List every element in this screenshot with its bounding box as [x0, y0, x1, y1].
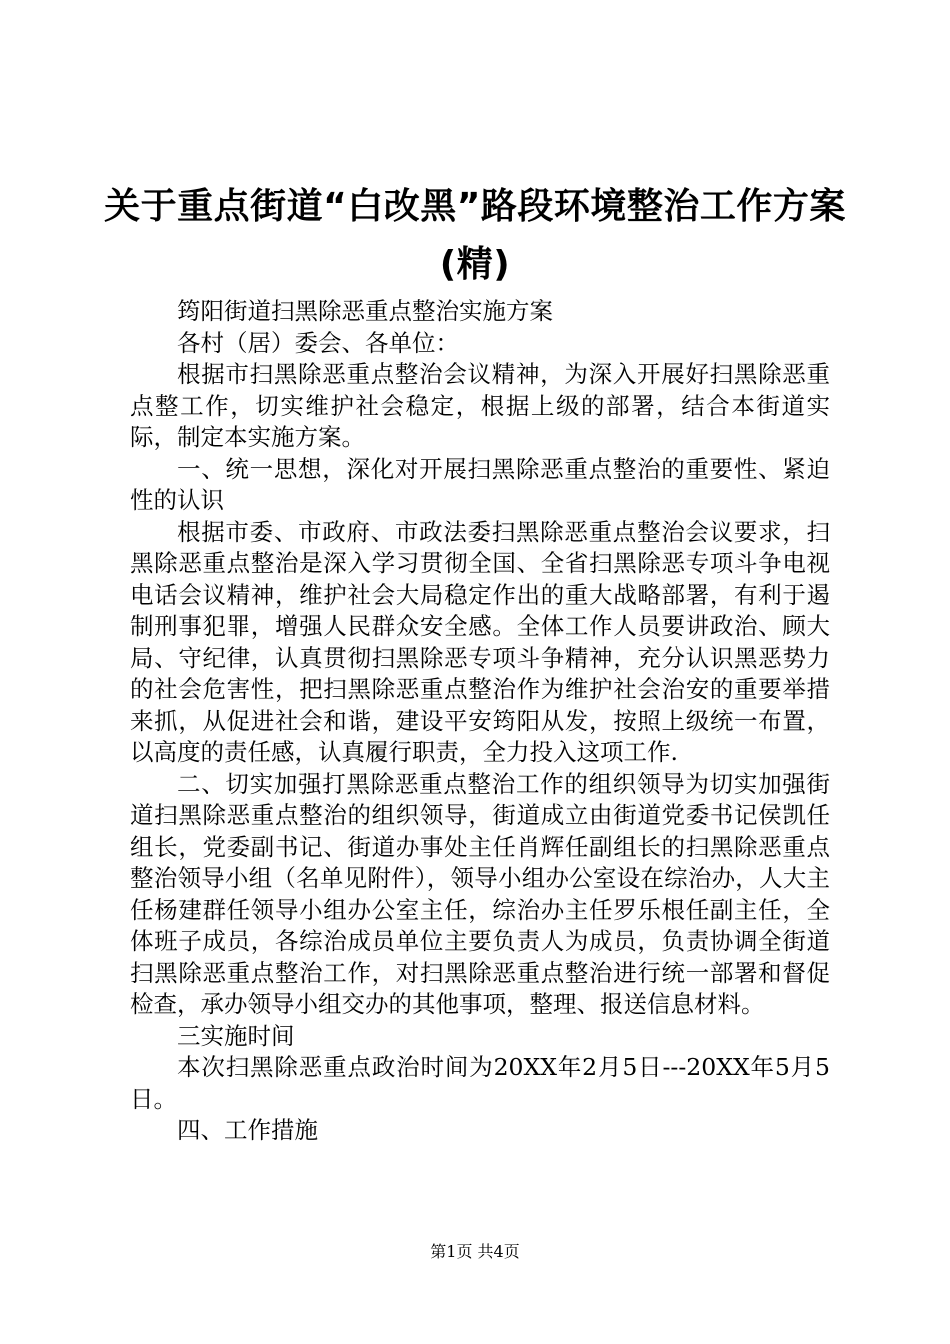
paragraph-section-1: 根据市委、市政府、市政法委扫黑除恶重点整治会议要求，扫黑除恶重点整治是深入学习贯彻全国、全省扫黑除恶专项斗争电视电话会议精神，维护社会大局稳定作出的重大战略部署，有利于遏制刑事犯罪，增强人民群众安全感。全体工作人员要讲政治、顾大局、守纪律，认真贯彻扫黑除恶专项斗争精神，充分认识黑恶势力的社会危害性，把扫黑除恶重点整治作为维护社会治安的重要举措来抓，从促进社会和谐，建设平安筠阳从发，按照上级统一布置，以高度的责任感，认真履行职责，全力投入这项工作. — [130, 517, 830, 766]
paragraph-intro: 根据市扫黑除恶重点整治会议精神，为深入开展好扫黑除恶重点整工作，切实维护社会稳定，根据上级的部署，结合本街道实际，制定本实施方案。 — [130, 360, 830, 451]
paragraph-section-2: 二、切实加强打黑除恶重点整治工作的组织领导为切实加强街道扫黑除恶重点整治的组织领导，街道成立由街道党委书记侯凯任组长，党委副书记、街道办事处主任肖辉任副组长的扫黑除恶重点整治领导小组（名单见附件），领导小组办公室设在综治办，人大主任杨建群任领导小组办公室主任，综治办主任罗乐根任副主任，全体班子成员，各综治成员单位主要负责人为成员，负责协调全街道扫黑除恶重点整治工作，对扫黑除恶重点整治进行统一部署和督促检查，承办领导小组交办的其他事项，整理、报送信息材料。 — [130, 769, 830, 1018]
document-body — [130, 296, 830, 1147]
page-number-footer: 第1页 共4页 — [430, 1242, 520, 1261]
section-heading-4: 四、工作措施 — [177, 1116, 318, 1144]
section-heading-1: 一、统一思想，深化对开展扫黑除恶重点整治的重要性、紧迫性的认识 — [130, 454, 830, 514]
paragraph-salutation: 各村（居）委会、各单位： — [177, 328, 459, 357]
section-heading-3: 三实施时间 — [177, 1021, 295, 1050]
document-title: 关于重点街道“白改黑”路段环境整治工作方案(精) — [104, 186, 846, 285]
paragraph-section-3: 本次扫黑除恶重点政治时间为20XX年2月5日---20XX年5月5日。 — [130, 1053, 830, 1113]
paragraph-subtitle: 筠阳街道扫黑除恶重点整治实施方案 — [177, 297, 553, 325]
